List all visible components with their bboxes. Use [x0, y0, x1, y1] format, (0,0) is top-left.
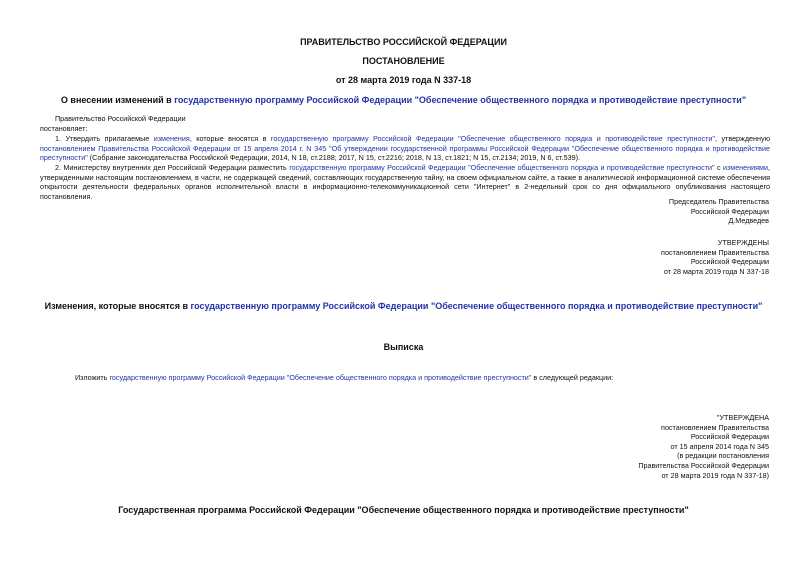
p1-link-resolution[interactable]: постановлением Правительства Российской Федерации от 15 апреля 2014 г. N 345 "Об утверждении государственной программы Российской Федерации "Обеспечение общественного порядка и противодействие преступности": [40, 143, 770, 163]
approved2-line-3: Российской Федерации: [690, 432, 769, 442]
document-title-prefix: О внесении изменений в: [60, 95, 175, 105]
p1-link-program[interactable]: государственную программу Российской Федерации "Обеспечение общественного порядка и противодействие преступности": [270, 134, 715, 143]
p2-link-changes[interactable]: изменениями: [722, 163, 768, 172]
approved-block: [661, 238, 769, 276]
extract-text-a: Изложить: [75, 373, 110, 382]
changes-title-prefix: Изменения, которые вносятся в: [44, 301, 191, 311]
paragraph-2: [40, 163, 770, 201]
approved2-line-4: от 15 апреля 2014 года N 345: [670, 441, 769, 451]
p1-text-a: 1. Утвердить прилагаемые: [55, 134, 154, 143]
extract-text: [75, 373, 613, 383]
approved2-line-2: постановлением Правительства: [661, 422, 769, 432]
p1-text-c: , утвержденную: [714, 134, 770, 143]
approved2-line-1: "УТВЕРЖДЕНА: [716, 413, 769, 422]
approved2-line-5: (в редакции постановления: [677, 451, 769, 461]
program-title: Государственная программа Российской Федерации "Обеспечение общественного порядка и противодействие преступности": [118, 505, 689, 515]
p2-text-a: 2. Министерству внутренних дел Российской Федерации разместить: [55, 163, 290, 172]
p2-text-c: , утвержденными настоящим постановлением, в части, не содержащей сведений, составляющих государственную тайну, на своем официальном сайте, а также в аналитической информационной системе обеспечения открытости деятельности федеральных органов исполнительной власти в информационно-телекоммуникационной сети "Интернет" в 2-недельный срок со дня официального опубликования настоящего постановления.: [40, 163, 770, 201]
government-line: Правительство Российской Федерации: [55, 114, 186, 123]
date-number-heading: от 28 марта 2019 года N 337-18: [335, 75, 472, 85]
approved2-block: [638, 413, 769, 480]
extract-title: Выписка: [383, 342, 424, 352]
p1-link-changes[interactable]: изменения: [153, 134, 190, 143]
approved-line-1: УТВЕРЖДЕНЫ: [717, 238, 769, 247]
decides-line: постановляет:: [40, 124, 88, 133]
p2-link-program[interactable]: государственную программу Российской Федерации "Обеспечение общественного порядка и противодействие преступности": [289, 163, 715, 172]
extract-text-b: в следующей редакции:: [531, 373, 614, 382]
government-heading: ПРАВИТЕЛЬСТВО РОССИЙСКОЙ ФЕДЕРАЦИИ: [300, 37, 507, 47]
signature-position: Председатель Правительства: [668, 197, 769, 206]
approved2-line-7: от 28 марта 2019 года N 337-18): [661, 470, 769, 480]
paragraph-1: [40, 134, 770, 163]
approved-line-3: Российской Федерации: [690, 257, 769, 267]
document-title: [0, 95, 807, 105]
document-title-link[interactable]: государственную программу Российской Федерации "Обеспечение общественного порядка и противодействие преступности": [174, 95, 747, 105]
signature-country: Российской Федерации: [690, 206, 769, 216]
changes-title: [0, 301, 807, 311]
changes-title-link[interactable]: государственную программу Российской Федерации "Обеспечение общественного порядка и противодействие преступности": [190, 301, 763, 311]
p1-text-b: , которые вносятся в: [189, 134, 271, 143]
doc-type-heading: ПОСТАНОВЛЕНИЕ: [362, 56, 445, 66]
signature-name: Д.Медведев: [728, 216, 769, 226]
approved2-line-6: Правительства Российской Федерации: [638, 460, 769, 470]
approved-line-2: постановлением Правительства: [661, 247, 769, 257]
approved-line-4: от 28 марта 2019 года N 337-18: [663, 266, 769, 276]
p2-text-b: с: [714, 163, 723, 172]
p1-text-d: (Собрание законодательства Российской Федерации, 2014, N 18, ст.2188; 2017, N 15, ст.2216; 2018, N 13, ст.1821; N 15, ст.2134; 2019, N 6, ст.539).: [87, 153, 581, 163]
extract-link-program[interactable]: государственную программу Российской Федерации "Обеспечение общественного порядка и противодействие преступности": [109, 373, 532, 382]
signature-block: [669, 197, 769, 226]
